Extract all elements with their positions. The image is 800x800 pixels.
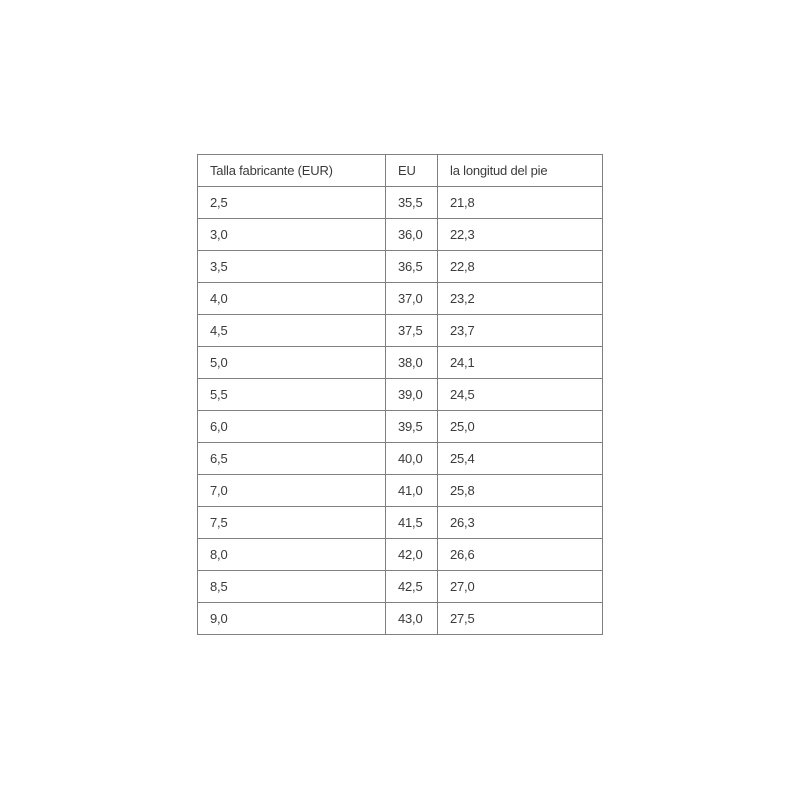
table-cell: 37,0: [386, 283, 438, 315]
table-cell: 7,5: [198, 507, 386, 539]
table-row: [198, 315, 603, 347]
table-cell: 3,0: [198, 219, 386, 251]
table-cell: 23,2: [438, 283, 603, 315]
table-cell: 42,5: [386, 571, 438, 603]
table-header-cell: Talla fabricante (EUR): [198, 155, 386, 187]
table-cell: 6,5: [198, 443, 386, 475]
table-cell: 4,5: [198, 315, 386, 347]
table-cell: 39,0: [386, 379, 438, 411]
table-header-cell: la longitud del pie: [438, 155, 603, 187]
table-cell: 40,0: [386, 443, 438, 475]
table-cell: 7,0: [198, 475, 386, 507]
table-cell: 24,1: [438, 347, 603, 379]
table-cell: 24,5: [438, 379, 603, 411]
table-cell: 2,5: [198, 187, 386, 219]
table-cell: 25,8: [438, 475, 603, 507]
table-cell: 25,0: [438, 411, 603, 443]
table-cell: 6,0: [198, 411, 386, 443]
table-cell: 41,5: [386, 507, 438, 539]
size-table-body: [198, 187, 603, 635]
table-cell: 5,5: [198, 379, 386, 411]
table-header-cell: EU: [386, 155, 438, 187]
table-cell: 37,5: [386, 315, 438, 347]
table-cell: 22,8: [438, 251, 603, 283]
table-header-row: [198, 155, 603, 187]
table-row: [198, 187, 603, 219]
table-cell: 5,0: [198, 347, 386, 379]
table-cell: 21,8: [438, 187, 603, 219]
size-table: [197, 154, 603, 635]
table-cell: 39,5: [386, 411, 438, 443]
table-row: [198, 571, 603, 603]
table-cell: 26,6: [438, 539, 603, 571]
table-cell: 38,0: [386, 347, 438, 379]
table-row: [198, 411, 603, 443]
table-row: [198, 251, 603, 283]
table-cell: 23,7: [438, 315, 603, 347]
table-cell: 26,3: [438, 507, 603, 539]
table-cell: 43,0: [386, 603, 438, 635]
table-cell: 22,3: [438, 219, 603, 251]
table-cell: 8,5: [198, 571, 386, 603]
table-cell: 36,5: [386, 251, 438, 283]
size-table-head: [198, 155, 603, 187]
table-row: [198, 475, 603, 507]
table-cell: 41,0: [386, 475, 438, 507]
table-cell: 25,4: [438, 443, 603, 475]
table-row: [198, 539, 603, 571]
table-row: [198, 603, 603, 635]
table-cell: 8,0: [198, 539, 386, 571]
table-cell: 27,5: [438, 603, 603, 635]
table-cell: 3,5: [198, 251, 386, 283]
table-row: [198, 443, 603, 475]
table-row: [198, 283, 603, 315]
table-cell: 9,0: [198, 603, 386, 635]
table-cell: 35,5: [386, 187, 438, 219]
table-cell: 27,0: [438, 571, 603, 603]
table-row: [198, 379, 603, 411]
table-cell: 36,0: [386, 219, 438, 251]
table-row: [198, 219, 603, 251]
table-row: [198, 347, 603, 379]
table-row: [198, 507, 603, 539]
table-cell: 42,0: [386, 539, 438, 571]
table-cell: 4,0: [198, 283, 386, 315]
